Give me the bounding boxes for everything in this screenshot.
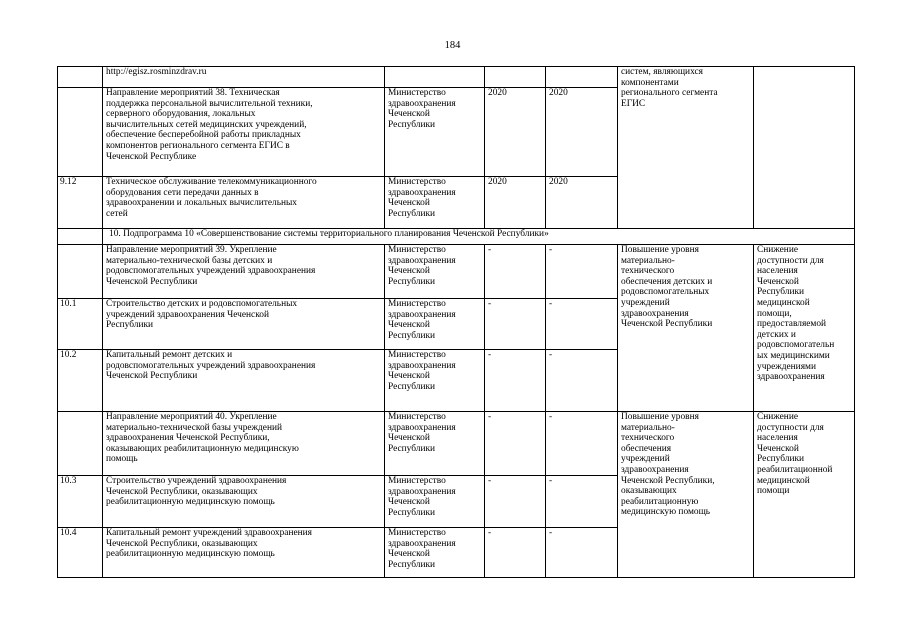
- measure-cell: Направление мероприятий 38. Техническая поддержка персональной вычислительной техники, серверного оборудования, локальных вычислительных сетей медицинских учреждений, обеспечение бесперебойной работы прикладных компонентов регионального сегмента ЕГИС в Чеченской Республике: [103, 88, 385, 177]
- executor-cell: Министерство здравоохранения Чеченской Республики: [385, 177, 485, 229]
- row-number: 10.3: [58, 476, 103, 528]
- effect-cell: Снижение доступности для населения Чеченской Республики медицинской помощи, предоставляемой детских и родовспомогательн ых медицинскими учреждениями здравоохранения: [754, 245, 855, 412]
- end-year-cell: -: [546, 476, 618, 528]
- row-number: 9.12: [58, 177, 103, 229]
- measure-cell: Техническое обслуживание телекоммуникационного оборудования сети передачи данных в здравоохранении и локальных вычислительных сетей: [103, 177, 385, 229]
- start-year-cell: 2020: [485, 177, 546, 229]
- row-number: 10.4: [58, 528, 103, 578]
- row-number: 10.1: [58, 299, 103, 350]
- measure-cell: Строительство детских и родовспомогательных учреждений здравоохранения Чеченской Республики: [103, 299, 385, 350]
- table-row: [58, 67, 855, 88]
- effect-cell: Снижение доступности для населения Чеченской Республики реабилитационной медицинской помощи: [754, 412, 855, 578]
- executor-cell: Министерство здравоохранения Чеченской Республики: [385, 476, 485, 528]
- end-year-cell: [546, 67, 618, 88]
- row-number: [58, 412, 103, 476]
- end-year-cell: -: [546, 350, 618, 412]
- subprogram-title: 10. Подпрограмма 10 «Совершенствование системы территориального планирования Чеченской Республики»: [103, 229, 855, 245]
- executor-cell: Министерство здравоохранения Чеченской Республики: [385, 528, 485, 578]
- row-number: [58, 245, 103, 299]
- start-year-cell: -: [485, 245, 546, 299]
- row-number: [58, 67, 103, 88]
- table-row: [58, 245, 855, 299]
- measure-cell: Строительство учреждений здравоохранения Чеченской Республики, оказывающих реабилитационную медицинскую помощь: [103, 476, 385, 528]
- executor-cell: Министерство здравоохранения Чеченской Республики: [385, 245, 485, 299]
- page-number: 184: [444, 40, 461, 51]
- measure-cell: http://egisz.rosminzdrav.ru: [103, 67, 385, 88]
- table-row: [58, 412, 855, 476]
- effect-cell: [754, 67, 855, 229]
- end-year-cell: -: [546, 412, 618, 476]
- executor-cell: Министерство здравоохранения Чеченской Республики: [385, 88, 485, 177]
- start-year-cell: -: [485, 528, 546, 578]
- row-number: [58, 229, 103, 245]
- executor-cell: Министерство здравоохранения Чеченской Республики: [385, 350, 485, 412]
- expected-result-cell: Повышение уровня материально- технического обеспечения учреждений здравоохранения Чеченской Республики, оказывающих реабилитационную медицинскую помощь: [618, 412, 754, 578]
- measure-cell: Направление мероприятий 39. Укрепление материально-технической базы детских и родовспомогательных учреждений здравоохранения Чеченской Республики: [103, 245, 385, 299]
- start-year-cell: 2020: [485, 88, 546, 177]
- section-row: [58, 229, 855, 245]
- executor-cell: Министерство здравоохранения Чеченской Республики: [385, 412, 485, 476]
- row-number: [58, 88, 103, 177]
- expected-result-cell: Повышение уровня материально- технического обеспечения детских и родовспомогательных учреждений здравоохранения Чеченской Республики: [618, 245, 754, 412]
- measure-cell: Капитальный ремонт детских и родовспомогательных учреждений здравоохранения Чеченской Республики: [103, 350, 385, 412]
- end-year-cell: -: [546, 299, 618, 350]
- start-year-cell: -: [485, 476, 546, 528]
- end-year-cell: 2020: [546, 177, 618, 229]
- end-year-cell: -: [546, 528, 618, 578]
- expected-result-cell: систем, являющихся компонентами регионального сегмента ЕГИС: [618, 67, 754, 229]
- start-year-cell: -: [485, 350, 546, 412]
- executor-cell: [385, 67, 485, 88]
- executor-cell: Министерство здравоохранения Чеченской Республики: [385, 299, 485, 350]
- start-year-cell: -: [485, 412, 546, 476]
- end-year-cell: -: [546, 245, 618, 299]
- start-year-cell: [485, 67, 546, 88]
- program-measures-table: [57, 66, 855, 578]
- measure-cell: Направление мероприятий 40. Укрепление материально-технической базы учреждений здравоохранения Чеченской Республики, оказывающих реабилитационную медицинскую помощь: [103, 412, 385, 476]
- start-year-cell: -: [485, 299, 546, 350]
- measure-cell: Капитальный ремонт учреждений здравоохранения Чеченской Республики, оказывающих реабилитационную медицинскую помощь: [103, 528, 385, 578]
- end-year-cell: 2020: [546, 88, 618, 177]
- row-number: 10.2: [58, 350, 103, 412]
